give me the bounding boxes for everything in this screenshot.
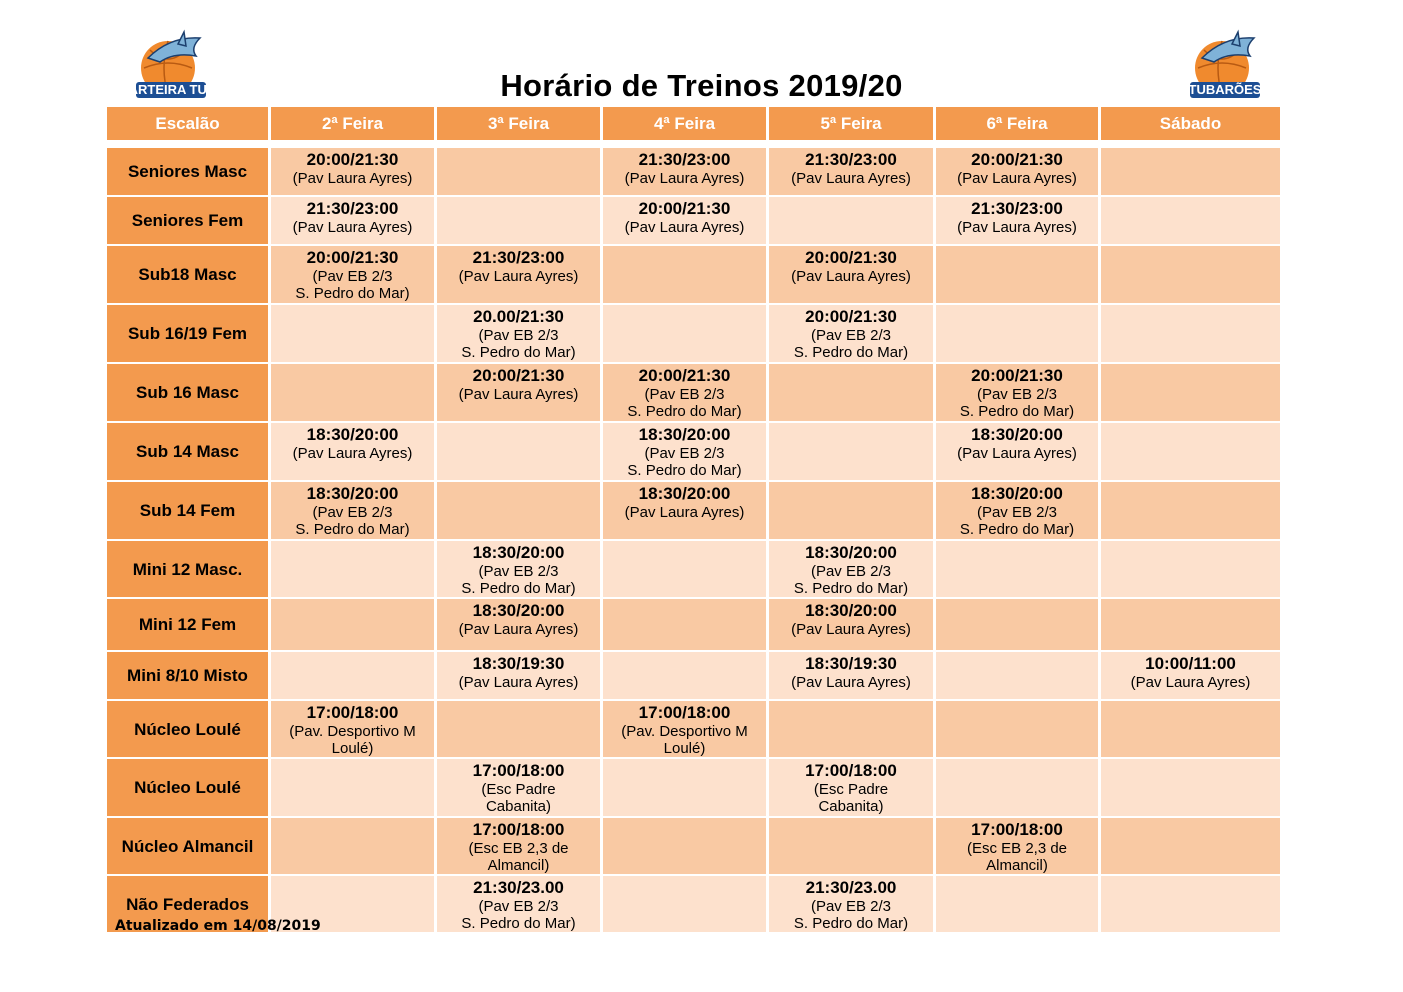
schedule-cell xyxy=(936,197,1098,244)
session-time: 18:30/20:00 xyxy=(971,484,1063,503)
schedule-cell xyxy=(1101,305,1280,362)
session-venue: (Pav Laura Ayres) xyxy=(791,674,911,691)
schedule-cell xyxy=(603,759,766,816)
row-label: Núcleo Almancil xyxy=(107,818,268,874)
schedule-cell xyxy=(603,423,766,480)
row-label: Não Federados xyxy=(107,876,268,932)
schedule-cell xyxy=(936,599,1098,650)
page-title: Horário de Treinos 2019/20 xyxy=(500,68,903,103)
schedule-cell xyxy=(271,423,434,480)
schedule-cell xyxy=(1101,599,1280,650)
session-time: 18:30/20:00 xyxy=(971,425,1063,444)
session-venue: (Pav Laura Ayres) xyxy=(458,268,579,285)
schedule-cell xyxy=(603,246,766,303)
session-time: 21:30/23:00 xyxy=(472,248,565,267)
session-venue: Cabanita) xyxy=(485,798,552,815)
schedule-cell xyxy=(271,759,434,816)
session-venue: Loulé) xyxy=(331,740,374,757)
session-time: 17:00/18:00 xyxy=(805,761,897,780)
session-venue: (Pav Laura Ayres) xyxy=(957,445,1077,462)
header-cell: 4ª Feira xyxy=(603,107,766,146)
schedule-cell xyxy=(271,541,434,597)
schedule-cell xyxy=(769,599,933,650)
session-time: 18:30/19:30 xyxy=(805,654,897,673)
session-venue: (Pav. Desportivo M xyxy=(289,723,416,740)
session-time: 21:30/23:00 xyxy=(805,150,897,169)
session-venue: S. Pedro do Mar) xyxy=(793,580,909,597)
schedule-cell xyxy=(769,876,933,932)
schedule-cell xyxy=(769,305,933,362)
session-venue: Cabanita) xyxy=(818,798,884,815)
session-venue: (Pav EB 2/3 xyxy=(644,386,725,403)
session-time: 18:30/20:00 xyxy=(805,601,897,620)
session-venue: (Pav Laura Ayres) xyxy=(458,674,579,691)
schedule-cell xyxy=(437,541,600,597)
updated-note: Atualizado em 14/08/2019 xyxy=(115,918,321,934)
session-venue: (Pav Laura Ayres) xyxy=(1130,674,1251,691)
schedule-cell xyxy=(1101,541,1280,597)
schedule-cell xyxy=(437,876,600,932)
session-time: 20:00/21:30 xyxy=(638,199,731,218)
session-time: 17:00/18:00 xyxy=(472,820,565,839)
session-venue: (Pav Laura Ayres) xyxy=(957,219,1077,236)
schedule-cell xyxy=(1101,246,1280,303)
schedule-cell xyxy=(603,148,766,195)
row-label: Seniores Masc xyxy=(107,148,268,195)
session-venue: (Pav Laura Ayres) xyxy=(624,504,745,521)
session-venue: (Pav Laura Ayres) xyxy=(957,170,1077,187)
schedule-cell xyxy=(437,423,600,480)
session-venue: Almancil) xyxy=(986,857,1048,874)
session-time: 20:00/21:30 xyxy=(638,366,731,385)
session-time: 18:30/19:30 xyxy=(472,654,565,673)
session-venue: (Pav Laura Ayres) xyxy=(791,268,911,285)
schedule-cell xyxy=(769,759,933,816)
session-venue: (Pav EB 2/3 xyxy=(976,504,1058,521)
session-time: 20.00/21:30 xyxy=(473,307,564,326)
schedule-cell xyxy=(271,305,434,362)
session-venue: Almancil) xyxy=(487,857,550,874)
session-venue: S. Pedro do Mar) xyxy=(627,462,742,479)
schedule-cell xyxy=(271,701,434,757)
schedule-cell xyxy=(603,305,766,362)
schedule-cell xyxy=(271,818,434,874)
session-venue: (Pav Laura Ayres) xyxy=(791,170,911,187)
session-time: 17:00/18:00 xyxy=(638,703,731,722)
row-label: Mini 12 Fem xyxy=(107,599,268,650)
session-venue: (Esc EB 2,3 de xyxy=(468,840,569,857)
schedule-cell xyxy=(271,148,434,195)
session-time: 17:00/18:00 xyxy=(472,761,565,780)
header-cell: 2ª Feira xyxy=(271,107,434,146)
session-venue: (Esc Padre xyxy=(813,781,889,798)
schedule-cell xyxy=(603,541,766,597)
header-cell: 5ª Feira xyxy=(769,107,933,146)
schedule-cell xyxy=(1101,876,1280,932)
schedule-cell xyxy=(936,541,1098,597)
session-venue: (Pav Laura Ayres) xyxy=(292,445,413,462)
schedule-cell xyxy=(603,599,766,650)
schedule-cell xyxy=(603,818,766,874)
session-time: 18:30/20:00 xyxy=(472,601,565,620)
schedule-cell xyxy=(271,246,434,303)
session-venue: (Pav EB 2/3 xyxy=(644,445,725,462)
schedule-cell xyxy=(1101,364,1280,421)
session-time: 21:30/23:00 xyxy=(638,150,731,169)
schedule-cell xyxy=(936,423,1098,480)
schedule-cell xyxy=(769,423,933,480)
row-label: Mini 8/10 Misto xyxy=(107,652,268,699)
session-time: 18:30/20:00 xyxy=(306,484,399,503)
schedule-cell xyxy=(1101,482,1280,539)
session-venue: Loulé) xyxy=(663,740,706,757)
schedule-cell xyxy=(1101,423,1280,480)
svg-text:TUBARÕES: TUBARÕES xyxy=(1188,82,1262,97)
session-venue: S. Pedro do Mar) xyxy=(627,403,742,420)
schedule-cell xyxy=(769,482,933,539)
schedule-cell xyxy=(769,652,933,699)
session-venue: (Esc EB 2,3 de xyxy=(966,840,1068,857)
session-venue: S. Pedro do Mar) xyxy=(959,403,1075,420)
schedule-cell xyxy=(769,197,933,244)
session-venue: (Pav EB 2/3 xyxy=(810,563,892,580)
schedule-cell xyxy=(271,482,434,539)
session-venue: (Pav Laura Ayres) xyxy=(292,170,413,187)
schedule-cell xyxy=(769,148,933,195)
schedule-cell xyxy=(1101,701,1280,757)
schedule-cell xyxy=(1101,148,1280,195)
schedule-cell xyxy=(603,652,766,699)
schedule-cell xyxy=(769,701,933,757)
row-label: Sub 14 Masc xyxy=(107,423,268,480)
schedule-cell xyxy=(437,701,600,757)
schedule-cell xyxy=(271,197,434,244)
schedule-cell xyxy=(769,246,933,303)
schedule-cell xyxy=(437,197,600,244)
session-venue: (Pav EB 2/3 xyxy=(810,327,892,344)
session-time: 21:30/23:00 xyxy=(971,199,1063,218)
session-venue: (Pav EB 2/3 xyxy=(478,898,559,915)
schedule-cell xyxy=(437,148,600,195)
schedule-cell xyxy=(769,818,933,874)
schedule-cell xyxy=(437,652,600,699)
session-time: 21:30/23:00 xyxy=(306,199,399,218)
schedule-cell xyxy=(936,876,1098,932)
session-time: 18:30/20:00 xyxy=(638,425,731,444)
row-label: Sub 14 Fem xyxy=(107,482,268,539)
schedule-cell xyxy=(437,364,600,421)
schedule-cell xyxy=(936,364,1098,421)
session-time: 20:00/21:30 xyxy=(805,248,897,267)
session-venue: S. Pedro do Mar) xyxy=(461,344,576,361)
session-time: 20:00/21:30 xyxy=(971,366,1063,385)
session-time: 17:00/18:00 xyxy=(306,703,399,722)
schedule-cell xyxy=(936,701,1098,757)
schedule-cell xyxy=(603,197,766,244)
header-cell: Escalão xyxy=(107,107,268,146)
schedule-cell xyxy=(936,305,1098,362)
schedule-cell xyxy=(603,364,766,421)
schedule-cell xyxy=(437,818,600,874)
session-time: 17:00/18:00 xyxy=(971,820,1063,839)
session-venue: S. Pedro do Mar) xyxy=(793,344,909,361)
schedule-cell xyxy=(936,148,1098,195)
session-venue: (Pav. Desportivo M xyxy=(621,723,748,740)
schedule-cell xyxy=(1101,759,1280,816)
header-cell: Sábado xyxy=(1101,107,1280,146)
session-venue: (Pav Laura Ayres) xyxy=(624,170,745,187)
session-venue: (Pav EB 2/3 xyxy=(478,563,559,580)
schedule-cell xyxy=(936,482,1098,539)
schedule-cell xyxy=(936,246,1098,303)
header-cell: 3ª Feira xyxy=(437,107,600,146)
session-venue: (Pav EB 2/3 xyxy=(810,898,892,915)
schedule-cell xyxy=(437,482,600,539)
session-time: 18:30/20:00 xyxy=(805,543,897,562)
session-venue: (Pav EB 2/3 xyxy=(478,327,559,344)
schedule-cell xyxy=(437,305,600,362)
session-venue: (Pav Laura Ayres) xyxy=(458,386,579,403)
schedule-cell xyxy=(603,701,766,757)
schedule-cell xyxy=(437,599,600,650)
session-venue: S. Pedro do Mar) xyxy=(959,521,1075,538)
session-time: 10:00/11:00 xyxy=(1145,654,1236,673)
session-venue: (Pav Laura Ayres) xyxy=(458,621,579,638)
row-label: Sub18 Masc xyxy=(107,246,268,303)
schedule-cell xyxy=(1101,652,1280,699)
session-time: 20:00/21:30 xyxy=(805,307,897,326)
schedule-cell xyxy=(603,876,766,932)
session-venue: S. Pedro do Mar) xyxy=(295,285,410,302)
row-label: Sub 16/19 Fem xyxy=(107,305,268,362)
session-venue: (Pav EB 2/3 xyxy=(312,504,393,521)
session-time: 18:30/20:00 xyxy=(638,484,731,503)
session-venue: (Pav Laura Ayres) xyxy=(624,219,745,236)
session-venue: (Esc Padre xyxy=(481,781,556,798)
schedule-cell xyxy=(936,652,1098,699)
session-venue: (Pav Laura Ayres) xyxy=(292,219,413,236)
session-time: 18:30/20:00 xyxy=(306,425,399,444)
session-time: 20:00/21:30 xyxy=(971,150,1063,169)
session-time: 21:30/23.00 xyxy=(473,878,564,897)
schedule-cell xyxy=(271,364,434,421)
schedule-cell xyxy=(1101,197,1280,244)
session-time: 21:30/23.00 xyxy=(805,878,897,897)
session-time: 20:00/21:30 xyxy=(472,366,565,385)
session-time: 20:00/21:30 xyxy=(306,150,399,169)
session-venue: S. Pedro do Mar) xyxy=(295,521,410,538)
session-venue: (Pav EB 2/3 xyxy=(976,386,1058,403)
schedule-cell xyxy=(437,759,600,816)
row-label: Sub 16 Masc xyxy=(107,364,268,421)
logo-text: C.B. QUARTEIRA TUBARÕES xyxy=(79,82,263,97)
row-label: Seniores Fem xyxy=(107,197,268,244)
schedule-cell xyxy=(437,246,600,303)
session-venue: S. Pedro do Mar) xyxy=(461,580,576,597)
row-label: Núcleo Loulé xyxy=(107,701,268,757)
session-time: 20:00/21:30 xyxy=(306,248,399,267)
row-label: Núcleo Loulé xyxy=(107,759,268,816)
schedule-cell xyxy=(603,482,766,539)
session-venue: (Pav EB 2/3 xyxy=(312,268,393,285)
header-cell: 6ª Feira xyxy=(936,107,1098,146)
schedule-cell xyxy=(936,818,1098,874)
session-venue: (Pav Laura Ayres) xyxy=(791,621,911,638)
schedule-cell xyxy=(271,599,434,650)
schedule-cell xyxy=(769,364,933,421)
session-venue: S. Pedro do Mar) xyxy=(461,915,576,932)
schedule-cell xyxy=(271,652,434,699)
session-venue: S. Pedro do Mar) xyxy=(793,915,909,932)
session-time: 18:30/20:00 xyxy=(472,543,565,562)
row-label: Mini 12 Masc. xyxy=(107,541,268,597)
schedule-cell xyxy=(1101,818,1280,874)
schedule-cell xyxy=(936,759,1098,816)
schedule-cell xyxy=(769,541,933,597)
